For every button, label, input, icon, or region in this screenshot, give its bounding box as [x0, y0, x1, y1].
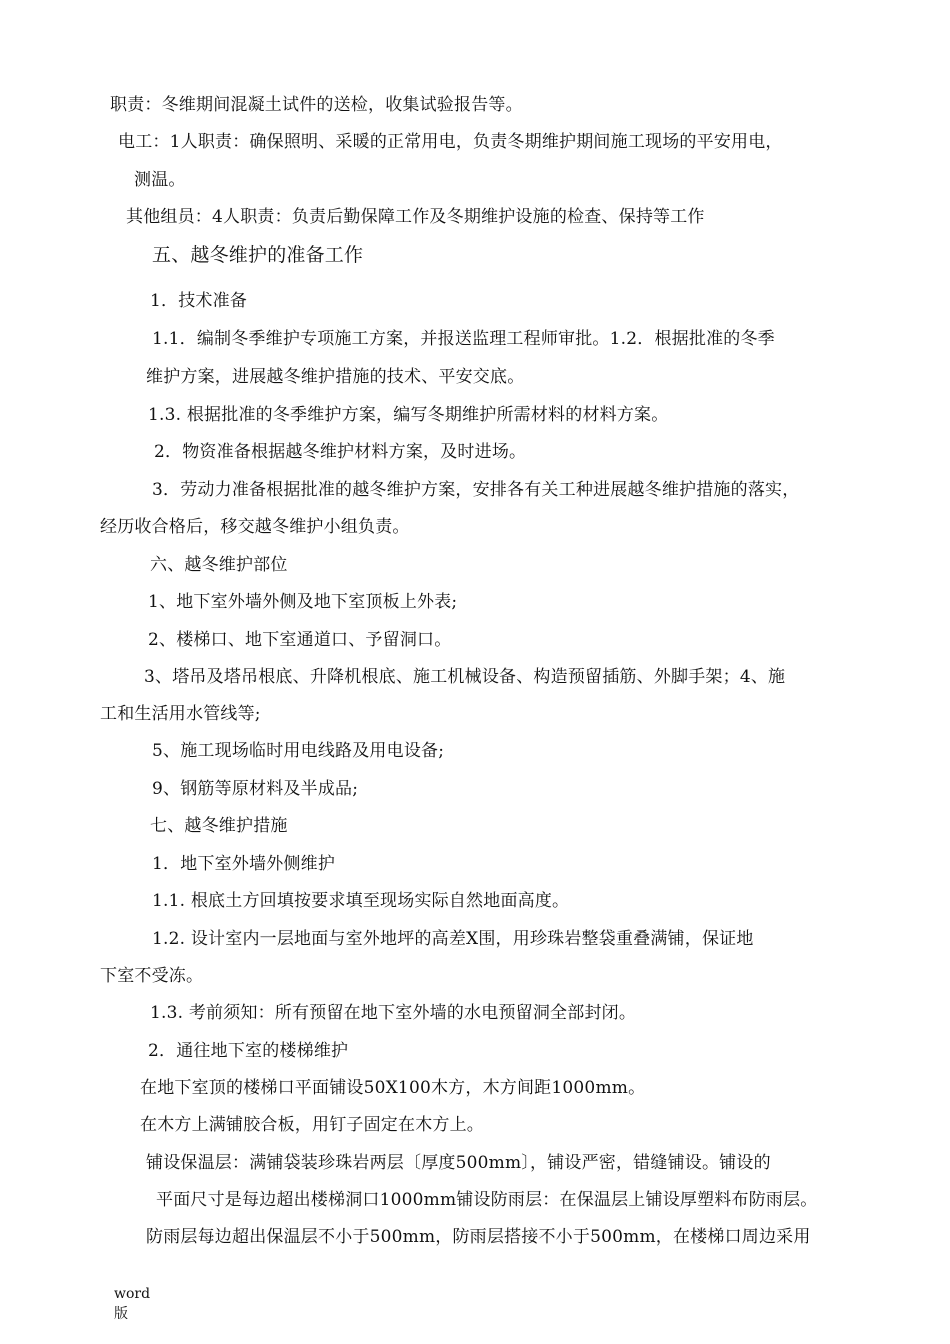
text-line: 铺设保温层：满铺袋装珍珠岩两层〔厚度500mm〕，铺设严密，错缝铺设。铺设的: [146, 1153, 771, 1173]
text-line: 维护方案，进展越冬维护措施的技术、平安交底。: [146, 367, 525, 387]
text-line: 1、地下室外墙外侧及地下室顶板上外表;: [148, 592, 458, 612]
text-line: 9、钢筋等原材料及半成品;: [152, 779, 359, 799]
text-line: 2、楼梯口、地下室通道口、予留洞口。: [148, 630, 452, 650]
text-line: 1．技术准备: [150, 291, 248, 311]
text-line: 经历收合格后，移交越冬维护小组负责。: [100, 517, 410, 537]
text-line: 3．劳动力准备根据批准的越冬维护方案，安排各有关工种进展越冬维护措施的落实，: [152, 480, 800, 500]
text-line: 其他组员：4人职责：负责后勤保障工作及冬期维护设施的检查、保持等工作: [126, 207, 705, 227]
text-line: 工和生活用水管线等;: [100, 704, 261, 724]
text-line: 在木方上满铺胶合板，用钉子固定在木方上。: [140, 1115, 484, 1135]
text-line: 1.1．编制冬季维护专项施工方案，并报送监理工程师审批。1.2．根据批准的冬季: [152, 329, 775, 349]
text-line: 职责：冬维期间混凝土试件的送检，收集试验报告等。: [110, 95, 523, 115]
text-line: 3、塔吊及塔吊根底、升降机根底、施工机械设备、构造预留插筋、外脚手架；4、施: [144, 667, 786, 687]
text-line: 在地下室顶的楼梯口平面铺设50X100木方，木方间距1000mm。: [140, 1078, 646, 1098]
text-line: 1.3. 考前须知：所有预留在地下室外墙的水电预留洞全部封闭。: [150, 1003, 637, 1023]
section-heading: 六、越冬维护部位: [150, 555, 288, 575]
text-line: 下室不受冻。: [100, 966, 204, 986]
text-line: 测温。: [134, 170, 186, 190]
text-line: 平面尺寸是每边超出楼梯洞口1000mm铺设防雨层：在保温层上铺设厚塑料布防雨层。: [156, 1190, 818, 1210]
text-line: 2．物资准备根据越冬维护材料方案，及时进场。: [154, 442, 527, 462]
text-line: 电工：1人职责：确保照明、采暖的正常用电，负责冬期维护期间施工现场的平安用电，: [118, 132, 783, 152]
text-line: 防雨层每边超出保温层不小于500mm，防雨层搭接不小于500mm，在楼梯口周边采用: [146, 1227, 811, 1247]
section-heading: 七、越冬维护措施: [150, 816, 288, 836]
text-line: 1.1. 根底土方回填按要求填至现场实际自然地面高度。: [152, 891, 570, 911]
text-line: 1．地下室外墙外侧维护: [152, 854, 336, 874]
text-line: 1.2. 设计室内一层地面与室外地坪的高差X围，用珍珠岩整袋重叠满铺，保证地: [152, 929, 754, 949]
footer-label: word: [114, 1286, 151, 1302]
section-heading: 五、越冬维护的准备工作: [152, 244, 364, 266]
text-line: 2．通往地下室的楼梯维护: [148, 1041, 349, 1061]
text-line: 5、施工现场临时用电线路及用电设备;: [152, 741, 445, 761]
text-line: 1.3. 根据批准的冬季维护方案，编写冬期维护所需材料的材料方案。: [148, 405, 669, 425]
footer-label: 版: [114, 1306, 128, 1322]
